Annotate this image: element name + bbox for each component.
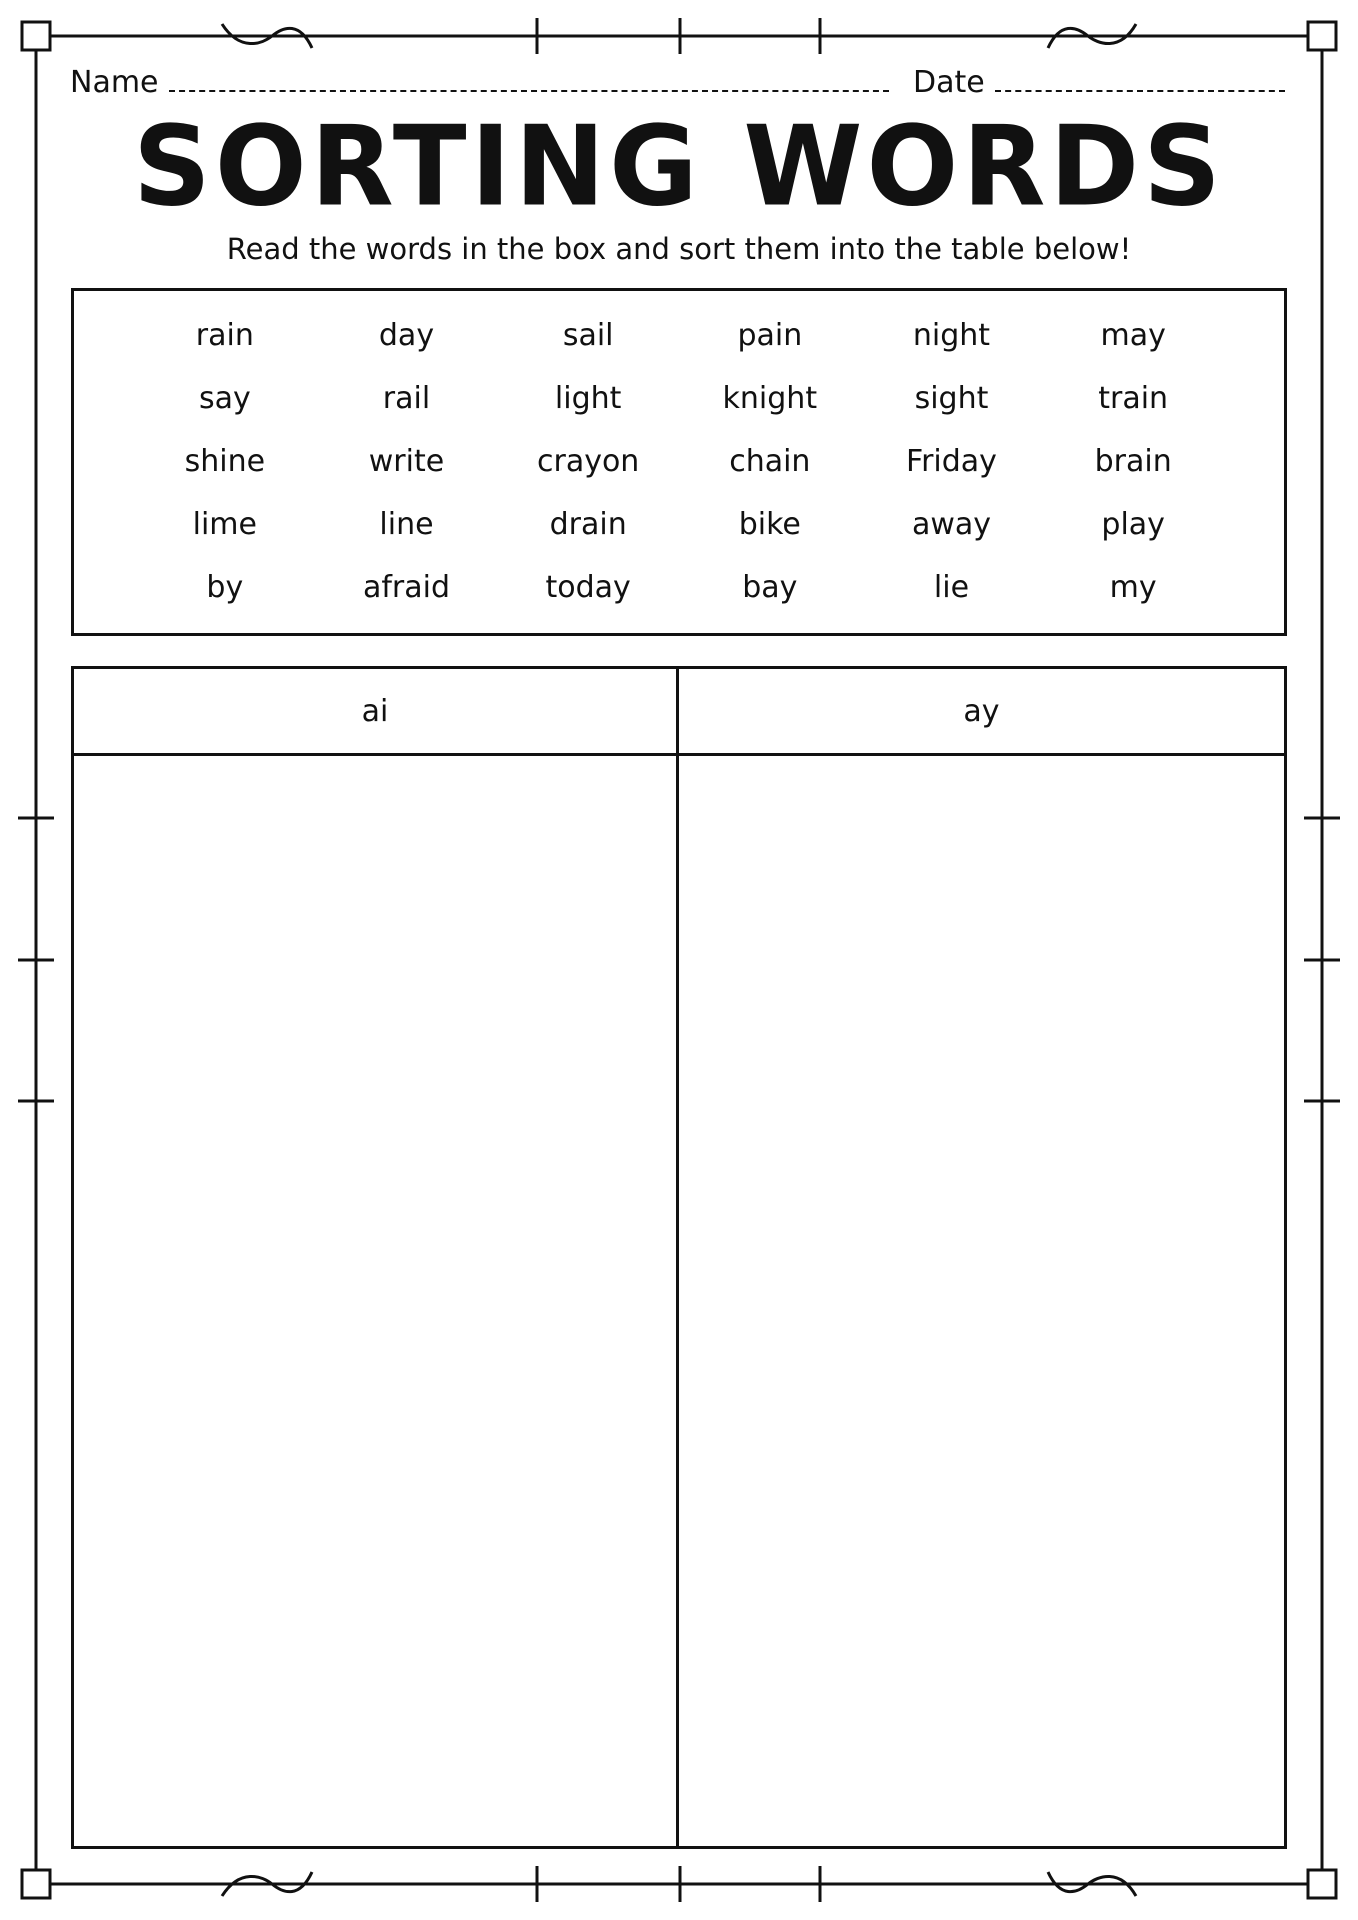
word: rain	[195, 318, 254, 353]
name-field[interactable]	[70, 64, 890, 100]
word: play	[1101, 507, 1165, 542]
word: line	[379, 507, 434, 542]
word: bike	[738, 507, 801, 542]
column-area-ai[interactable]	[74, 756, 679, 1846]
word-grid	[74, 311, 1284, 626]
word: pain	[737, 318, 803, 353]
name-blank[interactable]	[169, 64, 889, 92]
word: night	[912, 318, 991, 353]
word: by	[206, 570, 244, 605]
word: shine	[184, 444, 266, 479]
word: train	[1098, 381, 1169, 416]
word: afraid	[362, 570, 451, 605]
word: sail	[562, 318, 614, 353]
word: chain	[729, 444, 811, 479]
date-field[interactable]	[913, 64, 1288, 100]
word: sight	[914, 381, 989, 416]
word: knight	[722, 381, 818, 416]
column-area-ay[interactable]	[679, 756, 1284, 1846]
word: day	[378, 318, 435, 353]
word: may	[1100, 318, 1166, 353]
page-title: SORTING WORDS	[133, 103, 1225, 232]
word: lie	[933, 570, 970, 605]
word: my	[1109, 570, 1157, 605]
word: rail	[382, 381, 431, 416]
word-box	[71, 288, 1287, 636]
date-label: Date	[913, 65, 985, 100]
column-header-ay: ay	[679, 669, 1284, 756]
word: light	[554, 381, 622, 416]
word: write	[368, 444, 445, 479]
word: Friday	[906, 444, 997, 479]
instructions: Read the words in the box and sort them into the table below!	[226, 232, 1132, 266]
word: say	[198, 381, 251, 416]
word: drain	[549, 507, 627, 542]
word: brain	[1094, 444, 1172, 479]
date-blank[interactable]	[995, 64, 1285, 92]
column-header-ai: ai	[74, 669, 679, 756]
word: lime	[192, 507, 257, 542]
name-label: Name	[70, 65, 159, 100]
word: crayon	[536, 444, 640, 479]
word: bay	[742, 570, 798, 605]
sort-table	[71, 666, 1287, 1849]
word: today	[545, 570, 631, 605]
word: away	[911, 507, 992, 542]
